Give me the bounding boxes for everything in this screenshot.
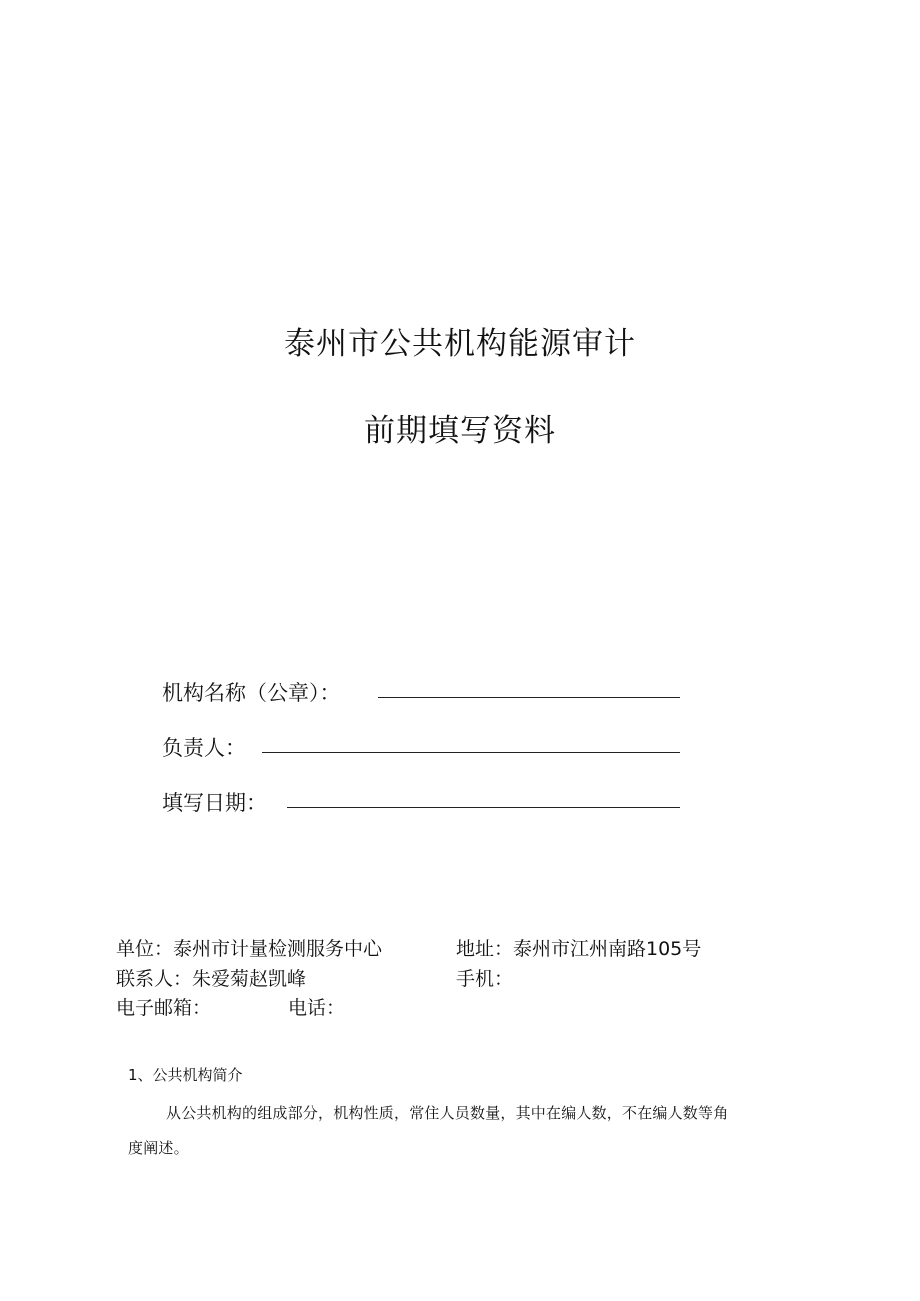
address-info: 地址：泰州市江州南路105号 — [456, 938, 702, 960]
person-in-charge-label: 负责人： — [162, 736, 246, 760]
org-name-field[interactable] — [378, 697, 680, 698]
fill-date-label: 填写日期： — [162, 791, 267, 815]
document-subtitle: 前期填写资料 — [364, 413, 556, 449]
phone-info: 电话： — [288, 997, 346, 1019]
section-paragraph-line1: 从公共机构的组成部分，机构性质，常住人员数量，其中在编人数，不在编人数等角 — [166, 1104, 729, 1122]
fill-date-field[interactable] — [287, 807, 680, 808]
person-in-charge-field[interactable] — [262, 752, 680, 753]
contact-person-info: 联系人：朱爱菊赵凯峰 — [116, 968, 307, 990]
section-heading: 1、公共机构简介 — [128, 1066, 243, 1084]
org-name-label: 机构名称（公章）： — [162, 681, 341, 705]
mobile-info: 手机： — [456, 968, 514, 990]
section-paragraph-line2: 度阐述。 — [128, 1139, 189, 1157]
unit-info: 单位：泰州市计量检测服务中心 — [116, 938, 383, 960]
email-info: 电子邮箱： — [116, 997, 212, 1019]
document-title: 泰州市公共机构能源审计 — [284, 326, 636, 362]
